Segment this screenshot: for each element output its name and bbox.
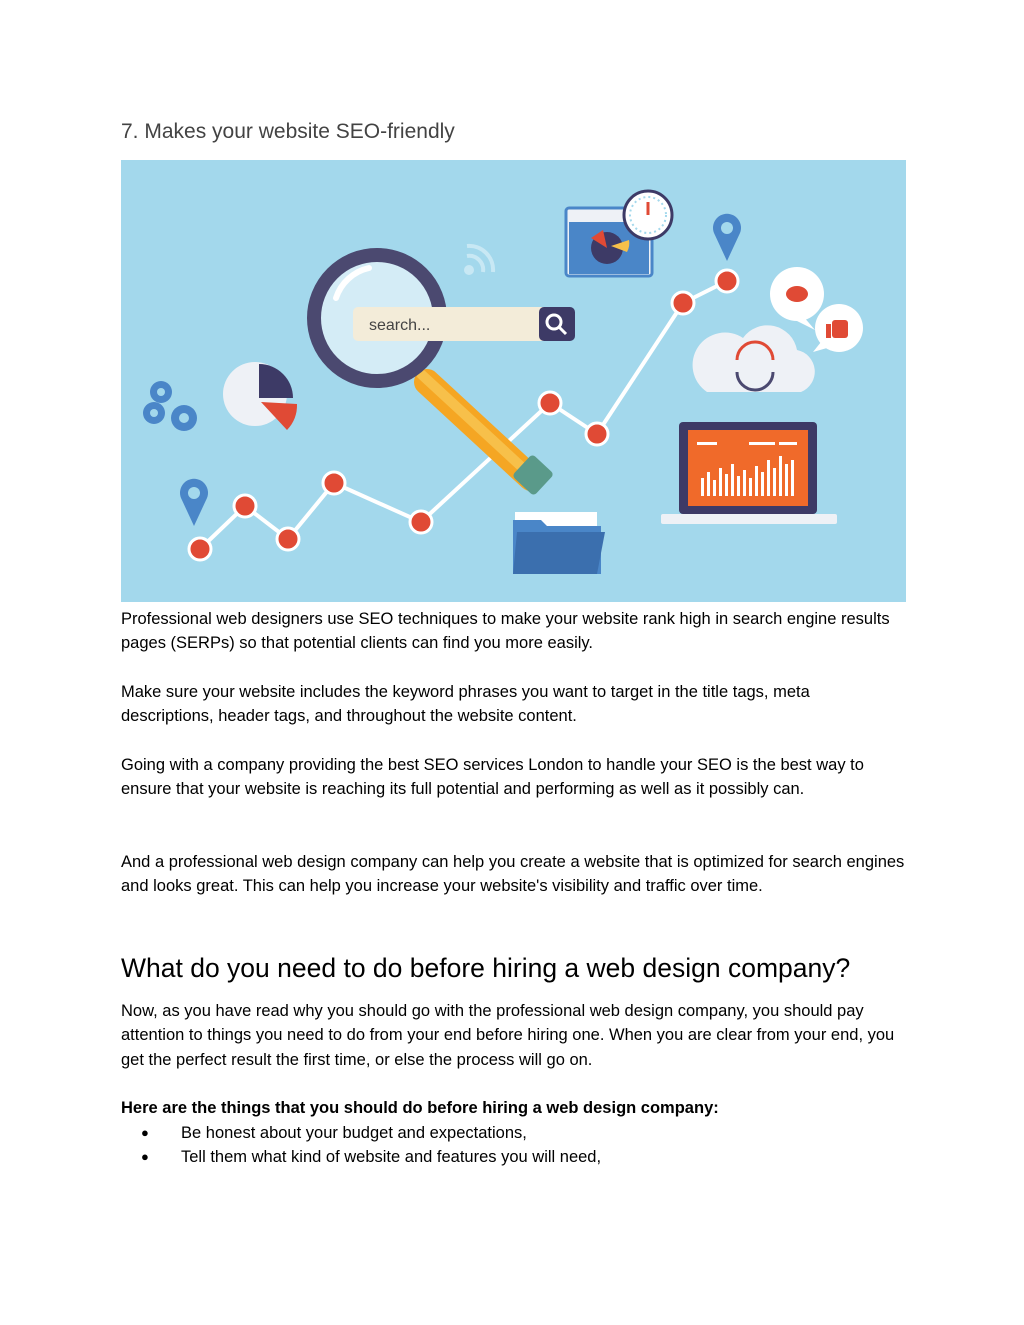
paragraph: Going with a company providing the best SEO services London to handle your SEO is the best way to ensure that your website is reaching its full potential and performing as well as it possibly can. [121,756,864,799]
list-item [121,1145,601,1169]
paragraph: And a professional web design company can help you create a website that is optimized for search engines and looks great. This can help you increase your website's visibility and traffic over time. [121,853,905,896]
list-item-text: Tell them what kind of website and features you will need, [181,1148,602,1167]
folder-icon [513,512,605,574]
bullet-icon: ● [141,1149,149,1165]
section-heading: 7. Makes your website SEO-friendly [121,120,455,143]
search-placeholder: search... [369,317,431,334]
intro-paragraph: Now, as you have read why you should go with the professional web design company, you should pay attention to things you need to do from your end before hiring one. When you are clear from your end, you get the perfect result the first time, or else the process will go on. [121,1002,895,1069]
gauge-icon [624,191,672,239]
paragraph: Professional web designers use SEO techniques to make your website rank high in search engine results pages (SERPs) so that potential clients can find you more easily. [121,610,890,653]
laptop-icon [661,422,837,524]
list-item-text: Be honest about your budget and expectations, [181,1124,527,1142]
list-title: Here are the things that you should do before hiring a web design company: [121,1099,719,1117]
seo-illustration [121,160,906,602]
paragraph: Make sure your website includes the keyword phrases you want to target in the title tags, meta descriptions, header tags, and throughout the website content. [121,683,810,726]
checklist [121,1121,601,1170]
search-bar [353,307,575,341]
list-item [121,1121,601,1145]
section-heading-2: What do you need to do before hiring a web design company? [121,953,851,983]
bullet-icon: ● [141,1125,149,1140]
